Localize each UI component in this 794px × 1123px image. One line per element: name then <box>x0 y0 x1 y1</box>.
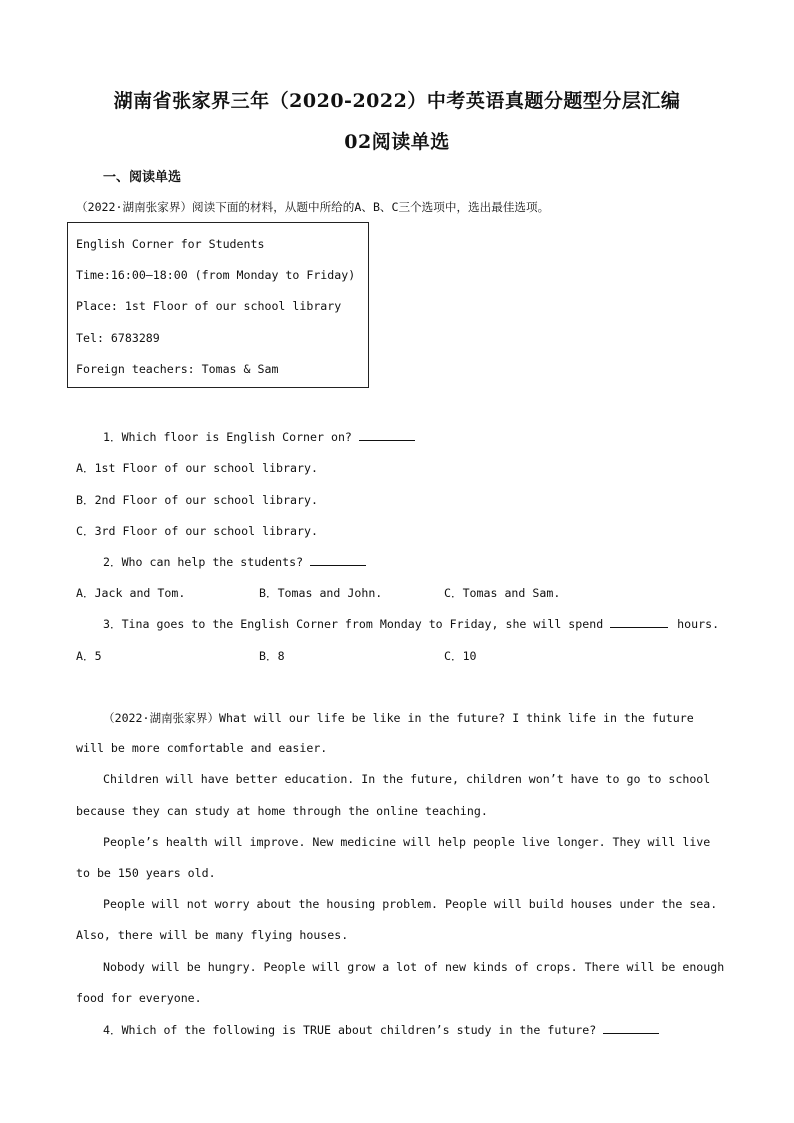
passage-line: will be more comfortable and easier. <box>76 741 328 755</box>
notice-line: Place: 1st Floor of our school library <box>76 299 342 313</box>
question-3-stem-end: hours. <box>677 617 720 631</box>
notice-line: Tel: 6783289 <box>76 331 160 345</box>
option: C．10 <box>444 649 477 663</box>
question-2 <box>103 554 366 570</box>
passage-line: food for everyone. <box>76 991 202 1005</box>
notice-line: English Corner for Students <box>76 237 265 251</box>
question-2-stem: 2．Who can help the students? <box>103 555 311 569</box>
section-heading: 一、阅读单选 <box>103 170 182 185</box>
option: A．1st Floor of our school library. <box>76 461 318 475</box>
option: B．8 <box>259 649 285 663</box>
passage-line: （2022·湖南张家界）What will our life be like in the future? I think life in the future <box>103 711 694 725</box>
option: B．2nd Floor of our school library. <box>76 493 318 507</box>
passage-line: People’s health will improve. New medicine will help people live longer. They will live <box>103 835 711 849</box>
option: C．3rd Floor of our school library. <box>76 524 318 538</box>
option: A．Jack and Tom. <box>76 586 186 600</box>
answer-blank[interactable] <box>610 617 668 628</box>
page-subtitle: 02阅读单选 <box>344 131 450 153</box>
passage-line: because they can study at home through the online teaching. <box>76 804 488 818</box>
notice-line: Foreign teachers: Tomas & Sam <box>76 362 279 376</box>
passage-line: Children will have better education. In the future, children won’t have to go to school <box>103 772 711 786</box>
passage-line: to be 150 years old. <box>76 866 216 880</box>
question-3-stem: 3．Tina goes to the English Corner from Monday to Friday, she will spend <box>103 617 611 631</box>
question-1-stem: 1．Which floor is English Corner on? <box>103 430 359 444</box>
question-1 <box>103 429 415 445</box>
passage-line: Also, there will be many flying houses. <box>76 928 349 942</box>
notice-line: Time:16:00—18:00 (from Monday to Friday) <box>76 268 356 282</box>
question-4-stem: 4．Which of the following is TRUE about children’s study in the future? <box>103 1023 604 1037</box>
section-instruction: （2022·湖南张家界）阅读下面的材料，从题中所给的A、B、C三个选项中，选出最佳选项。 <box>76 200 550 214</box>
answer-blank[interactable] <box>310 555 366 566</box>
option: C．Tomas and Sam. <box>444 586 561 600</box>
passage-line: People will not worry about the housing problem. People will build houses under the sea. <box>103 897 718 911</box>
option: B．Tomas and John. <box>259 586 383 600</box>
question-3 <box>103 616 719 632</box>
page-title: 湖南省张家界三年（2020-2022）中考英语真题分题型分层汇编 <box>113 90 681 112</box>
answer-blank[interactable] <box>603 1023 659 1034</box>
answer-blank[interactable] <box>359 430 415 441</box>
notice-box <box>67 222 369 388</box>
passage-line: Nobody will be hungry. People will grow a lot of new kinds of crops. There will be enough <box>103 960 725 974</box>
question-4 <box>103 1022 659 1038</box>
option: A．5 <box>76 649 102 663</box>
